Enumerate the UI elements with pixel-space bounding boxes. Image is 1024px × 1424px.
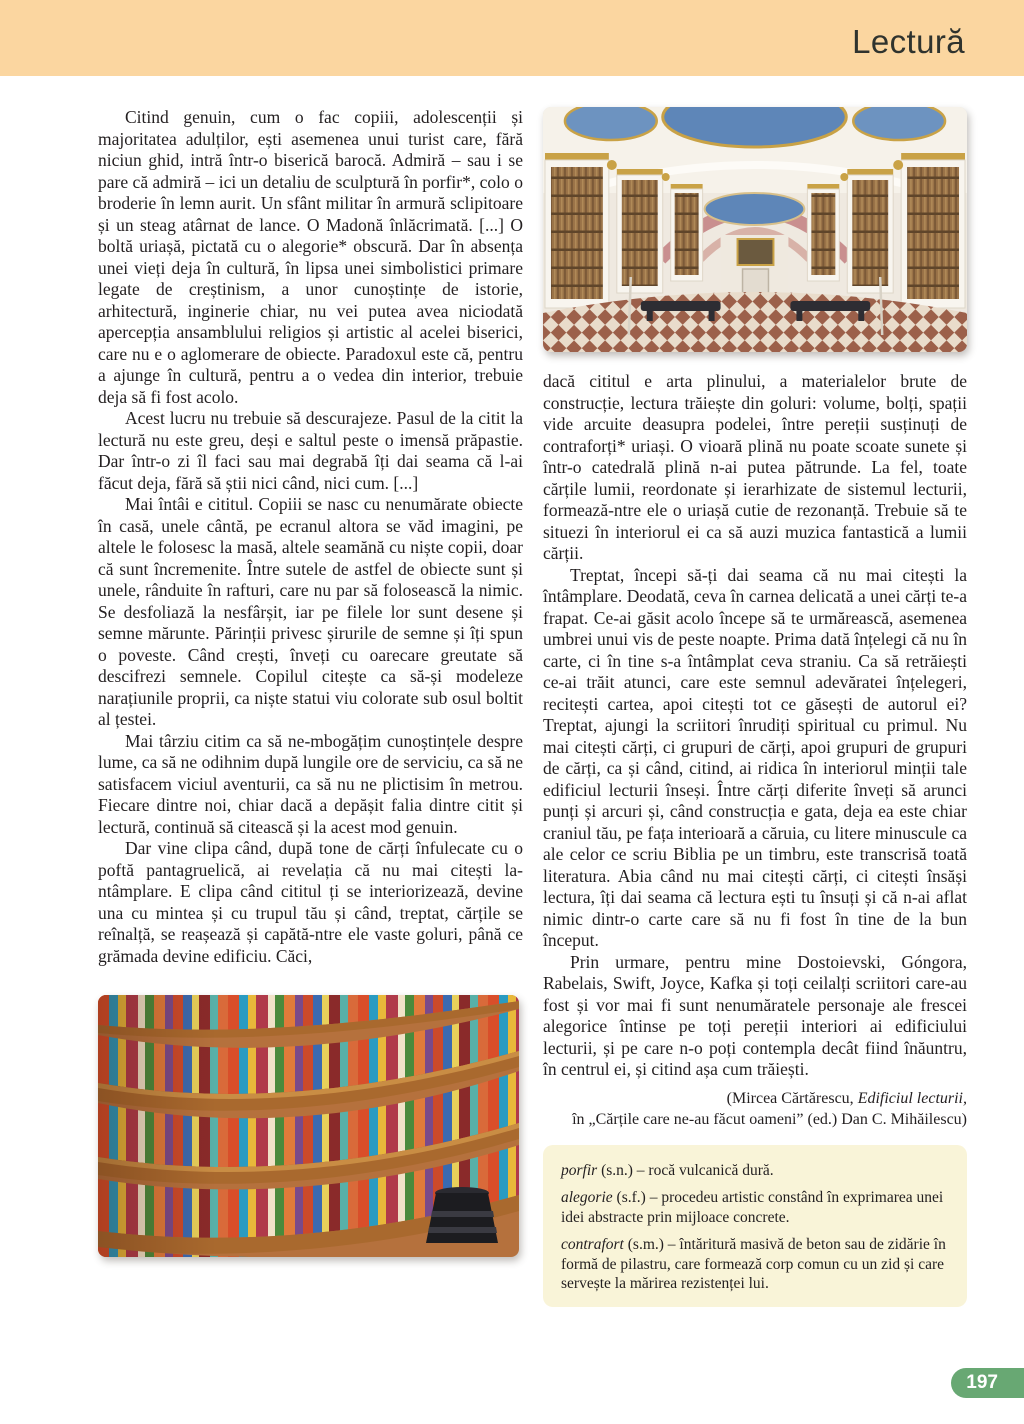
glossary-definition: – procedeu artistic constând în exprimarea unei idei abstracte prin mijloace concrete.: [561, 1189, 944, 1226]
body-paragraph: Treptat, începi să-ți dai seama că nu mai citești la întâmplare. Deodată, ceva în carnea delicată a unei cărți te-a frapat. Ce-ai găsit acolo începe să te urmărească, asemenea umbrei unui vis de peste noapte. Prima dată înțelegi că nu în carte, ci în tine s-a întâmplat ceva straniu. Ca să retrăiești ce-ai trăit atunci, care este semnul adevăratei înțelegeri, recitești cartea, apoi citești tot ce găsești de autorul ei? Treptat, ajungi la scriitori înrudiți spiritual cu primul. Nu mai citești cărți, ci grupuri de cărți, apoi grupuri de grupuri de cărți, ca și când, citind, ai ridica în interiorul minții tale edificiul lecturii înseși. Între cărți diferite înveți să arunci punți și arcuri și, când construcția e gata, deja ea este chiar craniul tău, pe fața interioară a căruia, cu litere minuscule ca ale celor ce scriu Biblia pe un timbru, este transcrisă toată literatura. Abia când nu mai citești cărți, ci citești însăși lectura, îți dai seama că lectura ești tu însuți și că n-ai aflat nimic dintr-o carte care să nu fi fost în tine de la bun început.: [543, 564, 967, 950]
page-number-badge: [951, 1368, 1024, 1398]
body-paragraph: Prin urmare, pentru mine Dostoievski, Góngora, Rabelais, Swift, Joyce, Kafka și toți ceilalți scriitori care-au fost și vor mai fi sunt nenumăratele personaje ale frescei alegorice întinse pe toți pereții interiori ai edificiului lecturii, și pe care n-o poți contempla decât fiind înăuntru, în centrul ei, și citind așa cum trăiești.: [543, 951, 967, 1079]
baroque-library-photo: [543, 107, 967, 352]
glossary-definition: – rocă vulcanică dură.: [636, 1161, 774, 1179]
body-paragraph: Acest lucru nu trebuie să descurajeze. Pasul de la citit la lectură nu este greu, deși e saltul peste o imensă prăpastie. Dar într-o zi îl faci sau mai degrabă îți dai seama că l-ai făcut deja, fără să știi nici când, nici cum. [...]: [98, 408, 523, 493]
baroque-library-illustration: [543, 107, 967, 352]
glossary-pos: (s.m.): [627, 1236, 664, 1253]
glossary-entry: [561, 1235, 949, 1294]
citation-line: [543, 1088, 967, 1109]
right-column: [543, 107, 967, 1307]
glossary-entry: [561, 1188, 949, 1227]
glossary-box: [543, 1145, 967, 1307]
citation-work-title: Edificiul lecturii,: [857, 1089, 967, 1107]
glossary-term: contrafort: [561, 1236, 624, 1253]
glossary-entry: [561, 1161, 949, 1181]
body-paragraph: Mai întâi e cititul. Copiii se nasc cu nenumărate obiecte în casă, unele cântă, pe ecranul altora se văd imagini, pe altele le folosesc la masă, altele seamănă cu niște copii, doar că sunt încremenite. Între sutele de astfel de obiecte sunt și unele, rânduite în rafturi, care nu par să folosească la nimic. Se desfoliază la nesfârșit, iar pe filele lor sunt desene și semne mărunte. Părinții privesc șirurile de semne și îți spun o poveste. Când crești, înveți cu oarecare greutate să descifrezi semnele. Copilul citește ca să-și modeleze narațiunile proprii, ca niște statui viu colorate sub osul boltit al țestei.: [98, 494, 523, 729]
glossary-pos: (s.f.): [616, 1189, 646, 1206]
page-header-band: [0, 0, 1024, 76]
glossary-pos: (s.n.): [601, 1161, 633, 1179]
citation-author: (Mircea Cărtărescu,: [726, 1089, 858, 1107]
bookshelves-illustration: [98, 995, 519, 1257]
body-paragraph: Citind genuin, cum o fac copiii, adolescenții și majoritatea adulților, ești asemenea unui turist care, fără niciun ghid, intră într-o biserică barocă. Admiră – sau i se pare că admiră – ici un detaliu de sculptură în porfir*, colo o broderie în lemn aurit. Un sfânt militar în armură sclipitoare și un steag atârnat de lance. O Madonă înlăcrimată. [...] O boltă uriașă, pictată cu o alegorie* obscură. Dar în absența unei vieți deja în cultură, în lipsa unei simbolistici primare legate de creștinism, a unor cunoștințe de istorie, arhitectură, inginerie chiar, nu vei putea avea niciodată apercepția ansamblului religios și artistic al acelei biserici, care nu e o aglomerare de obiecte. Paradoxul este că, pentru a ajunge în cultură, pentru a o vedea din interior, trebuie deja să fi fost acolo.: [98, 107, 523, 407]
citation-line: în „Cărțile care ne-au făcut oameni” (ed.) Dan C. Mihăilescu): [572, 1110, 967, 1128]
glossary-definition: – întăritură masivă de beton sau de zidărie în formă de pilastru, care formează corp comun cu un zid și care servește la mărirea rezistenței lui.: [561, 1236, 946, 1292]
left-column: [98, 107, 523, 1257]
body-paragraph: dacă cititul e arta plinului, a materialelor brute de construcție, lectura trăiește din goluri: volume, bolți, spații vide arcuite deasupra podelei, între pereții susținuți de contraforți* uriași. O vioară plină nu poate scoate sunete și într-o catedrală plină n-ai putea pătrunde. La fel, toate cărțile lumii, reordonate și ierarhizate de sistemul lecturii, formează-ntre ele o uriașă cutie de rezonanță. Trebuie să te situezi în interiorul ei ca să auzi muzica fantastică a lumii cărții.: [543, 371, 967, 563]
body-paragraph: Mai târziu citim ca să ne-mbogățim cunoștințele despre lume, ca să ne odihnim după lungile ore de serviciu, ca să ne satisfacem viciul aventurii, ca să nu ne plictisim în metrou. Fiecare dintre noi, chiar dacă a depășit falia dintre citit și lectură, continuă să citească și la acest mod genuin.: [98, 730, 523, 837]
bookshelves-photo: [98, 995, 519, 1257]
page-number: 197: [966, 1372, 998, 1393]
glossary-term: porfir: [561, 1161, 598, 1179]
glossary-term: alegorie: [561, 1189, 613, 1206]
body-paragraph: Dar vine clipa când, după tone de cărți înfulecate cu o poftă pantagruelică, ai revelația că nu mai citești la-ntâmplare. E clipa când cititul ți se interiorizează, devine una cu mintea și cu trupul tău și când, treptat, cărțile se reînalță, se reașează și capătă-ntre ele vaste goluri, până ce grămada devine edificiu. Căci,: [98, 838, 523, 966]
source-citation: [543, 1088, 967, 1130]
page-title: Lectură: [852, 23, 965, 60]
